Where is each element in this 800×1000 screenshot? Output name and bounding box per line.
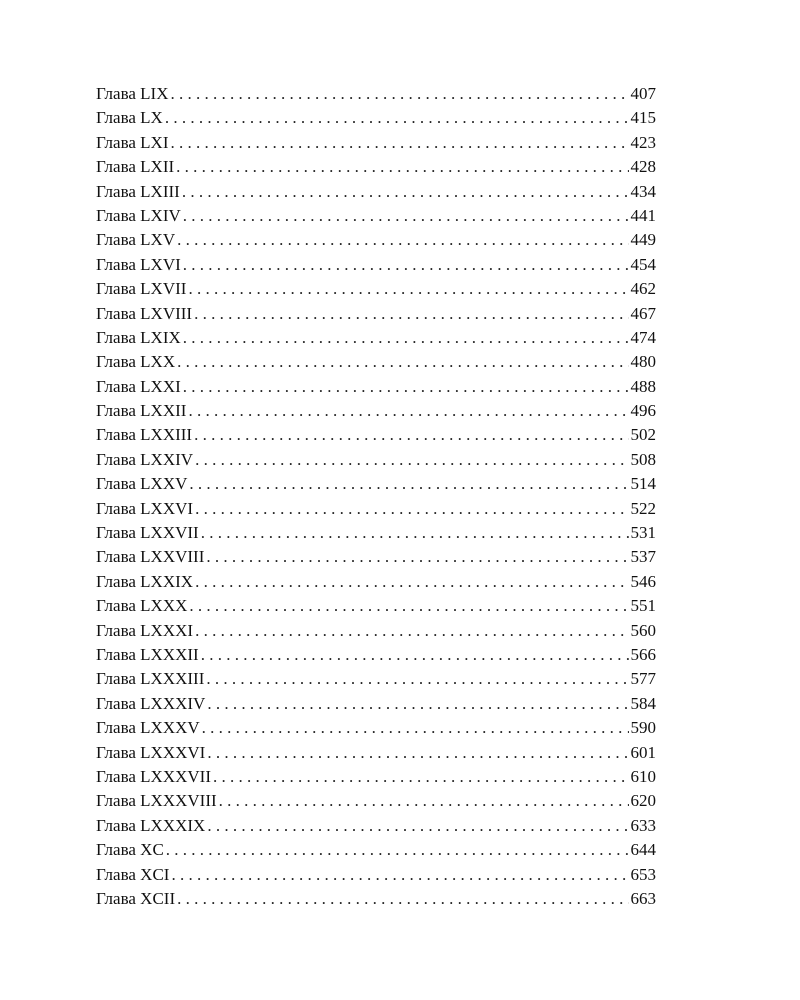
toc-entry-page-number: 428 [630, 157, 656, 177]
toc-entry [96, 425, 656, 449]
dot-leader [171, 865, 628, 885]
toc-entry [96, 401, 656, 425]
dot-leader [195, 450, 628, 470]
toc-entry-title: Глава LXXV [96, 474, 188, 494]
toc-entry-title: Глава LXXIX [96, 571, 194, 591]
dot-leader [194, 304, 628, 324]
toc-entry [96, 669, 656, 693]
toc-entry [96, 621, 656, 645]
toc-entry [96, 279, 656, 303]
toc-entry-page-number: 601 [630, 742, 656, 762]
toc-entry-page-number: 633 [630, 815, 656, 835]
toc-entry-title: Глава LXI [96, 132, 169, 152]
toc-entry [96, 767, 656, 791]
dot-leader [182, 182, 629, 202]
toc-entry [96, 572, 656, 596]
toc-entry [96, 84, 656, 108]
toc-entry-title: Глава LXXXIII [96, 669, 205, 689]
toc-entry-title: Глава LXXXI [96, 620, 194, 640]
toc-entry-title: Глава LXXI [96, 376, 181, 396]
dot-leader [207, 694, 628, 714]
toc-entry-page-number: 502 [630, 425, 656, 445]
toc-entry-page-number: 467 [630, 303, 656, 323]
dot-leader [207, 743, 628, 763]
dot-leader [213, 767, 629, 787]
dot-leader [188, 401, 628, 421]
dot-leader [171, 133, 629, 153]
toc-entry-title: Глава LX [96, 108, 163, 128]
dot-leader [219, 791, 629, 811]
toc-entry-title: Глава LXXXII [96, 644, 199, 664]
dot-leader [165, 108, 629, 128]
toc-entry-page-number: 474 [630, 327, 656, 347]
dot-leader [176, 157, 628, 177]
toc-entry-page-number: 653 [630, 864, 656, 884]
toc-entry [96, 694, 656, 718]
toc-entry-page-number: 423 [630, 132, 656, 152]
toc-entry-title: Глава LXVI [96, 254, 181, 274]
dot-leader [183, 377, 629, 397]
toc-entry-page-number: 514 [630, 474, 656, 494]
toc-entry-page-number: 577 [630, 669, 656, 689]
toc-entry-title: Глава XCII [96, 888, 176, 908]
toc-entry-title: Глава XC [96, 840, 164, 860]
toc-entry-page-number: 663 [630, 888, 656, 908]
dot-leader [206, 669, 628, 689]
toc-entry-page-number: 496 [630, 401, 656, 421]
toc-entry-title: Глава LXXII [96, 401, 187, 421]
toc-entry-title: Глава LXXXV [96, 718, 200, 738]
dot-leader [189, 474, 628, 494]
toc-entry [96, 328, 656, 352]
toc-entry-title: Глава LXXVII [96, 523, 199, 543]
toc-entry-page-number: 551 [630, 596, 656, 616]
toc-entry [96, 157, 656, 181]
toc-entry-page-number: 449 [630, 230, 656, 250]
toc-entry-page-number: 590 [630, 718, 656, 738]
dot-leader [188, 279, 628, 299]
toc-entry-page-number: 480 [630, 352, 656, 372]
dot-leader [166, 840, 629, 860]
toc-entry-title: Глава LXXVI [96, 498, 194, 518]
dot-leader [202, 718, 629, 738]
dot-leader [177, 230, 628, 250]
toc-entry-title: Глава LXXIV [96, 449, 194, 469]
toc-entry-title: Глава LXXXVII [96, 766, 211, 786]
dot-leader [195, 572, 628, 592]
toc-entry-page-number: 546 [630, 571, 656, 591]
dot-leader [183, 255, 629, 275]
toc-entry-page-number: 584 [630, 693, 656, 713]
toc-entry-title: Глава LXIX [96, 327, 181, 347]
dot-leader [183, 206, 629, 226]
toc-entry-page-number: 488 [630, 376, 656, 396]
toc-entry [96, 304, 656, 328]
dot-leader [201, 645, 629, 665]
toc-entry [96, 352, 656, 376]
toc-entry [96, 474, 656, 498]
toc-entry [96, 889, 656, 913]
toc-entry-title: Глава LXXXVI [96, 742, 206, 762]
toc-entry-page-number: 644 [630, 840, 656, 860]
toc-entry-title: Глава LXII [96, 157, 175, 177]
toc-entry-title: Глава LXXVIII [96, 547, 205, 567]
dot-leader [194, 425, 628, 445]
toc-entry-page-number: 537 [630, 547, 656, 567]
toc-entry-title: Глава LIX [96, 84, 169, 103]
toc-entry-page-number: 434 [630, 181, 656, 201]
toc-entry [96, 523, 656, 547]
toc-entry-page-number: 531 [630, 523, 656, 543]
table-of-contents [96, 84, 656, 913]
toc-entry-page-number: 454 [630, 254, 656, 274]
toc-entry-page-number: 462 [630, 279, 656, 299]
toc-entry [96, 547, 656, 571]
toc-entry-page-number: 415 [630, 108, 656, 128]
toc-entry-page-number: 566 [630, 644, 656, 664]
toc-entry [96, 499, 656, 523]
toc-entry-page-number: 620 [630, 791, 656, 811]
toc-entry-title: Глава LXXX [96, 596, 188, 616]
toc-entry [96, 133, 656, 157]
toc-entry-page-number: 522 [630, 498, 656, 518]
toc-entry [96, 108, 656, 132]
dot-leader [201, 523, 629, 543]
dot-leader [195, 499, 628, 519]
toc-entry [96, 206, 656, 230]
toc-entry-title: Глава LXVIII [96, 303, 193, 323]
toc-entry-title: Глава LXIV [96, 205, 181, 225]
toc-entry-title: Глава LXXIII [96, 425, 193, 445]
toc-entry-title: Глава LXXXIV [96, 693, 206, 713]
toc-entry [96, 596, 656, 620]
dot-leader [177, 889, 628, 909]
toc-entry-title: Глава LXV [96, 230, 176, 250]
dot-leader [183, 328, 629, 348]
toc-entry-page-number: 441 [630, 205, 656, 225]
toc-entry-title: Глава LXIII [96, 181, 180, 201]
toc-entry-page-number: 407 [630, 84, 656, 103]
toc-entry [96, 865, 656, 889]
toc-entry-title: Глава XCI [96, 864, 170, 884]
dot-leader [206, 547, 628, 567]
toc-entry [96, 645, 656, 669]
dot-leader [177, 352, 628, 372]
toc-entry-page-number: 508 [630, 449, 656, 469]
toc-entry [96, 816, 656, 840]
toc-entry-page-number: 560 [630, 620, 656, 640]
dot-leader [171, 84, 629, 104]
toc-entry [96, 182, 656, 206]
dot-leader [207, 816, 628, 836]
toc-entry [96, 450, 656, 474]
toc-entry [96, 377, 656, 401]
toc-entry [96, 230, 656, 254]
dot-leader [195, 621, 628, 641]
toc-entry-page-number: 610 [630, 766, 656, 786]
toc-entry-title: Глава LXXXVIII [96, 791, 217, 811]
toc-entry [96, 255, 656, 279]
toc-entry-title: Глава LXXXIX [96, 815, 206, 835]
toc-entry-title: Глава LXVII [96, 279, 187, 299]
toc-entry [96, 840, 656, 864]
toc-entry [96, 743, 656, 767]
toc-entry [96, 718, 656, 742]
toc-entry-title: Глава LXX [96, 352, 176, 372]
dot-leader [189, 596, 628, 616]
toc-entry [96, 791, 656, 815]
